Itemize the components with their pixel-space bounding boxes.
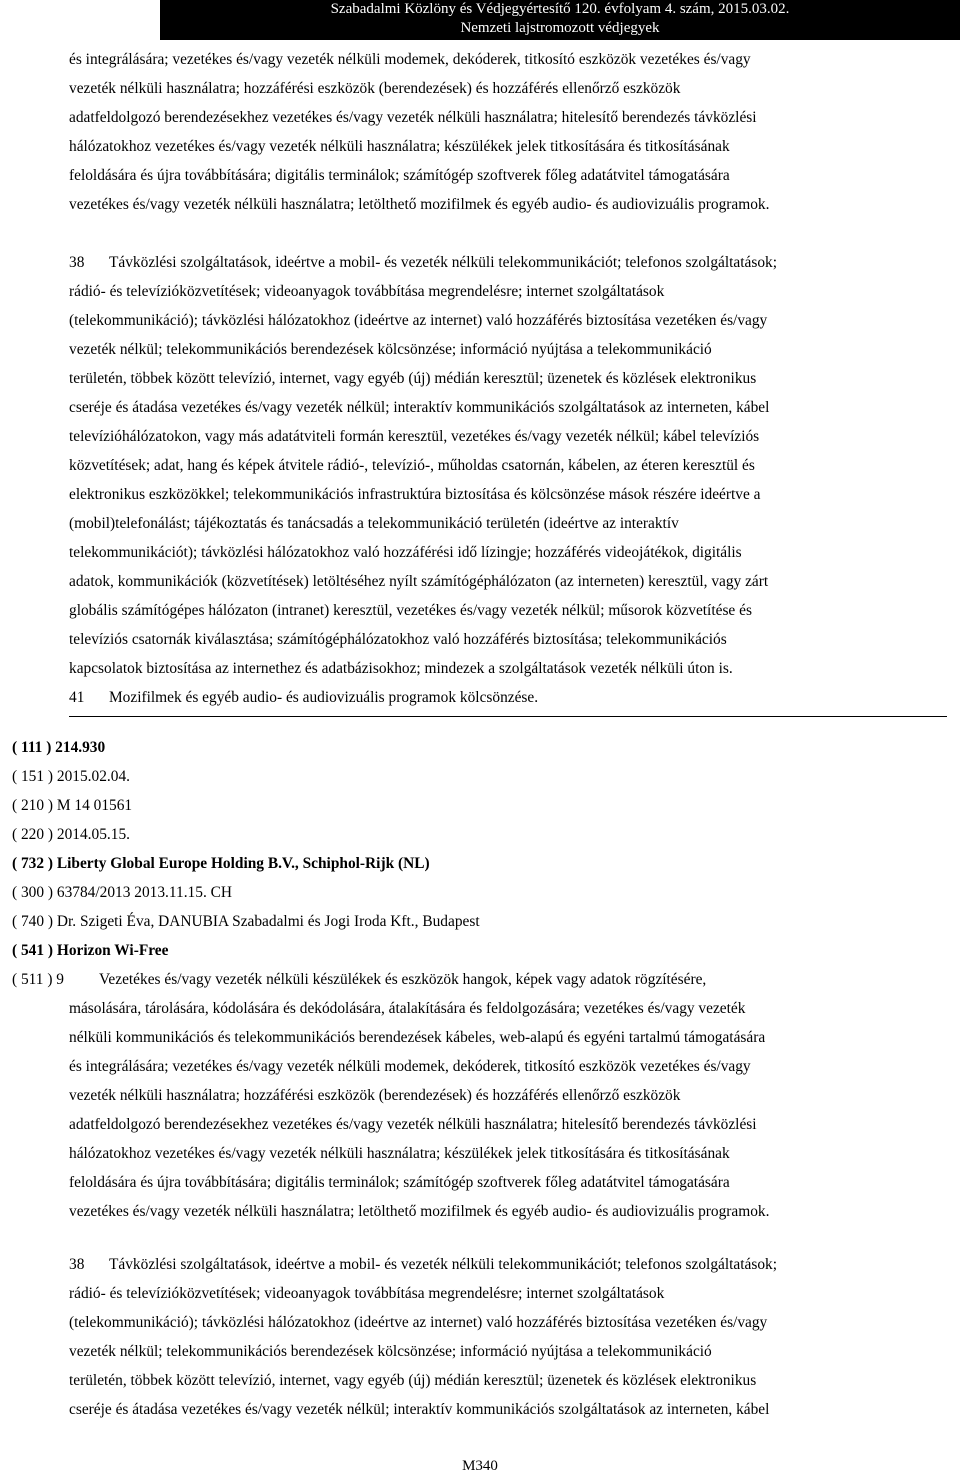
text-line: feloldására és újra továbbítására; digitális terminálok; számítógép szoftverek főleg adatátvitel támogatására: [69, 167, 730, 184]
text-line: és integrálására; vezetékes és/vagy vezeték nélküli modemek, dekóderek, titkosító eszközök vezetékes és/vagy: [69, 51, 751, 68]
journal-title: Szabadalmi Közlöny és Védjegyértesítő 120. évfolyam 4. szám, 2015.03.02.: [330, 1, 790, 17]
text-line: (mobil)telefonálást; tájékoztatás és tanácsadás a telekommunikáció területén (ideértve az interaktív: [69, 515, 679, 532]
section-divider: [69, 716, 947, 717]
section-title: Nemzeti lajstromozott védjegyek: [460, 20, 660, 36]
text-line: televíziós csatornák kiválasztása; számítógéphálózatokhoz való hozzáférés biztosítása; telekommunikációs: [69, 631, 727, 648]
text-line: hálózatokhoz vezetékes és/vagy vezeték nélküli használatra; készülékek jelek titkosítására és titkosításának: [69, 138, 730, 155]
text-line: adatok, kommunikációk (közvetítések) letöltéséhez nyílt számítógéphálózaton (az interneten) keresztül, vagy zárt: [69, 573, 769, 590]
text-line: kapcsolatok biztosítása az internethez és adatbázisokhoz; mindezek a szolgáltatások vezeték nélküli úton is.: [69, 660, 733, 677]
class-number: 38: [69, 1256, 85, 1273]
text-line: és integrálására; vezetékes és/vagy vezeték nélküli modemek, dekóderek, titkosító eszközök vezetékes és/vagy: [69, 1058, 751, 1075]
text-line: nélküli kommunikációs és telekommunikációs berendezések kábeles, web-alapú és egyéni tartalmú támogatására: [69, 1029, 766, 1046]
text-line: (telekommunikáció); távközlési hálózatokhoz (ideértve az internet) való hozzáférés biztosítása vezetéken és/vagy: [69, 312, 768, 329]
top-continuation-class9: [69, 45, 909, 219]
text-line: területén, többek között televízió, internet, vagy egyéb (új) médián keresztül; üzenetek és közlések elektronikus: [69, 1372, 757, 1389]
field-511-label: ( 511 ) 9: [12, 971, 65, 988]
class38-first-line: [69, 248, 909, 277]
field-740: ( 740 ) Dr. Szigeti Éva, DANUBIA Szabadalmi és Jogi Iroda Kft., Budapest: [12, 913, 480, 930]
class41-line: [69, 683, 909, 712]
text-line: vezeték nélkül; telekommunikációs berendezések kölcsönzése; információ nyújtása a telekommunikáció: [69, 1343, 712, 1360]
text-line: rádió- és televízióközvetítések; videoanyagok továbbítása megrendelésre; internet szolgáltatások: [69, 283, 665, 300]
text-line: vezeték nélkül; telekommunikációs berendezések kölcsönzése; információ nyújtása a telekommunikáció: [69, 341, 712, 358]
text-line: rádió- és televízióközvetítések; videoanyagok továbbítása megrendelésre; internet szolgáltatások: [69, 1285, 665, 1302]
text-line: feloldására és újra továbbítására; digitális terminálok; számítógép szoftverek főleg adatátvitel támogatására: [69, 1174, 730, 1191]
text-line: Vezetékes és/vagy vezeték nélküli készülékek és eszközök hangok, képek vagy adatok rögzítésére,: [99, 971, 707, 988]
text-line: televízióhálózatokon, vagy más adatátviteli formán keresztül, vezetékes és/vagy vezeték nélkül; kábel televíziós: [69, 428, 760, 445]
text-line: közvetítések; adat, hang és képek átvitele rádió-, televízió-, műholdas csatornán, kábelen, az éteren keresztül és: [69, 457, 755, 474]
text-line: globális számítógépes hálózaton (intranet) keresztül, vezetékes és/vagy vezeték nélkül; műsorok közvetítése és: [69, 602, 752, 619]
page-number: M340: [462, 1458, 498, 1474]
text-line: Távközlési szolgáltatások, ideértve a mobil- és vezeték nélküli telekommunikációt; telefonos szolgáltatások;: [109, 1256, 777, 1273]
text-line: adatfeldolgozó berendezésekhez vezetékes és/vagy vezeték nélküli használatra; hitelesítő berendezés távközlési: [69, 109, 757, 126]
field-732: ( 732 ) Liberty Global Europe Holding B.V., Schiphol-Rijk (NL): [12, 855, 430, 872]
text-line: területén, többek között televízió, internet, vagy egyéb (új) médián keresztül; üzenetek és közlések elektronikus: [69, 370, 757, 387]
field-511: [12, 965, 942, 994]
text-line: Mozifilmek és egyéb audio- és audiovizuális programok kölcsönzése.: [109, 689, 539, 706]
text-line: cseréje és átadása vezetékes és/vagy vezeték nélkül; interaktív kommunikációs szolgáltatások az interneten, kábel: [69, 399, 770, 416]
text-line: másolására, tárolására, kódolására és dekódolására, átalakítására és feldolgozására; vezetékes és/vagy vezeték: [69, 1000, 746, 1017]
bottom-class38: [69, 1250, 909, 1424]
text-line: vezeték nélküli használatra; hozzáférési eszközök (berendezések) és hozzáférés ellenőrző eszközök: [69, 1087, 681, 1104]
class38-first-line: [69, 1250, 909, 1279]
text-line: cseréje és átadása vezetékes és/vagy vezeték nélkül; interaktív kommunikációs szolgáltatások az interneten, kábel: [69, 1401, 770, 1418]
text-line: (telekommunikáció); távközlési hálózatokhoz (ideértve az internet) való hozzáférés biztosítása vezetéken és/vagy: [69, 1314, 768, 1331]
field-111: ( 111 ) 214.930: [12, 739, 106, 756]
text-line: adatfeldolgozó berendezésekhez vezetékes és/vagy vezeték nélküli használatra; hitelesítő berendezés távközlési: [69, 1116, 757, 1133]
field-220: ( 220 ) 2014.05.15.: [12, 826, 130, 843]
text-line: hálózatokhoz vezetékes és/vagy vezeték nélküli használatra; készülékek jelek titkosítására és titkosításának: [69, 1145, 730, 1162]
field-210: ( 210 ) M 14 01561: [12, 797, 133, 814]
field-541: ( 541 ) Horizon Wi-Free: [12, 942, 169, 959]
class-number: 38: [69, 254, 85, 271]
text-line: vezeték nélküli használatra; hozzáférési eszközök (berendezések) és hozzáférés ellenőrző eszközök: [69, 80, 681, 97]
field-151: ( 151 ) 2015.02.04.: [12, 768, 130, 785]
bottom-class9: [69, 994, 909, 1226]
field-300: ( 300 ) 63784/2013 2013.11.15. CH: [12, 884, 233, 901]
trademark-record: [12, 733, 942, 994]
text-line: telekommunikációt); távközlési hálózatokhoz való hozzáférési idő lízingje; hozzáférés videojátékok, digitális: [69, 544, 742, 561]
text-line: elektronikus eszközökkel; telekommunikációs infrastruktúra biztosítása és kölcsönzése mások részére ideértve a: [69, 486, 761, 503]
class-number: 41: [69, 689, 85, 706]
text-line: Távközlési szolgáltatások, ideértve a mobil- és vezeték nélküli telekommunikációt; telefonos szolgáltatások;: [109, 254, 777, 271]
top-class38: [69, 248, 909, 712]
text-line: vezetékes és/vagy vezeték nélküli használatra; letölthető mozifilmek és egyéb audio- és audiovizuális programok.: [69, 196, 770, 213]
page-header: [160, 0, 960, 40]
text-line: vezetékes és/vagy vezeték nélküli használatra; letölthető mozifilmek és egyéb audio- és audiovizuális programok.: [69, 1203, 770, 1220]
